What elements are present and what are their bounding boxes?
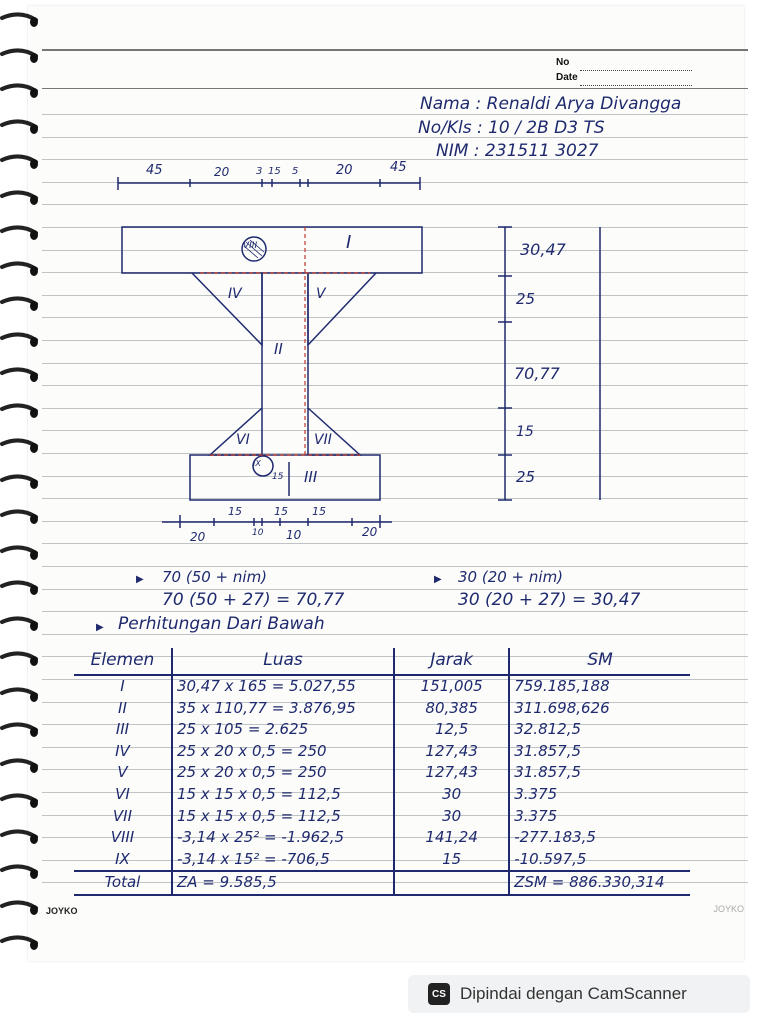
element-IV-triangle bbox=[192, 273, 262, 345]
drawing-label: III bbox=[304, 468, 318, 486]
bullet-2: ▶ bbox=[434, 574, 442, 585]
brand-logo-left: JOYKO bbox=[46, 906, 78, 916]
total-moment: ZSM = 886.330,314 bbox=[509, 871, 690, 895]
table-row bbox=[74, 827, 690, 849]
spiral-ring-icon bbox=[0, 758, 40, 776]
col-elemen: Elemen bbox=[74, 648, 172, 675]
spiral-ring-icon bbox=[0, 580, 40, 598]
drawing-label: 15 bbox=[274, 505, 288, 518]
date-label: Date bbox=[556, 72, 578, 83]
cell-sm: 3.375 bbox=[514, 784, 558, 803]
cell-sm: 32.812,5 bbox=[514, 720, 582, 739]
camscanner-logo-icon: CS bbox=[428, 983, 450, 1005]
bullet-1: ▶ bbox=[136, 574, 144, 585]
table-row bbox=[74, 741, 690, 763]
spiral-ring-icon bbox=[0, 829, 40, 847]
drawing-label: 20 bbox=[214, 165, 230, 179]
element-I-flange bbox=[122, 227, 422, 273]
drawing-label: 15 bbox=[516, 424, 534, 440]
cell-luas: 15 x 15 x 0,5 = 112,5 bbox=[172, 784, 394, 806]
student-name: Nama : Renaldi Arya Divangga bbox=[420, 94, 682, 114]
drawing-label: 25 bbox=[516, 468, 536, 486]
cell-luas: 35 x 110,77 = 3.876,95 bbox=[172, 698, 394, 720]
ruled-line bbox=[42, 589, 748, 590]
col-luas: Luas bbox=[172, 648, 394, 675]
brand-logo-right: JOYKO bbox=[713, 904, 744, 914]
table-total-row bbox=[74, 871, 690, 895]
drawing-label: 20 bbox=[190, 530, 206, 544]
drawing-label: 10 bbox=[286, 528, 302, 542]
drawing-label: VIII bbox=[243, 241, 258, 251]
cell-jarak: 141,24 bbox=[394, 827, 509, 849]
cell-jarak: 151,005 bbox=[394, 675, 509, 698]
section-heading: Perhitungan Dari Bawah bbox=[118, 614, 325, 634]
drawing-label: 10 bbox=[252, 528, 264, 538]
cell-elemen: V bbox=[74, 762, 172, 784]
table-row bbox=[74, 698, 690, 720]
drawing-label: IX bbox=[253, 459, 261, 468]
drawing-label: I bbox=[346, 232, 352, 253]
student-class: No/Kls : 10 / 2B D3 TS bbox=[418, 118, 605, 138]
cell-luas: 25 x 105 = 2.625 bbox=[172, 719, 394, 741]
cell-luas: -3,14 x 15² = -706,5 bbox=[172, 849, 394, 872]
spiral-ring-icon bbox=[0, 900, 40, 918]
cell-elemen: VII bbox=[74, 806, 172, 828]
drawing-label: II bbox=[274, 340, 283, 358]
drawing-label: VI bbox=[236, 432, 250, 448]
spiral-ring-icon bbox=[0, 687, 40, 705]
table-row bbox=[74, 675, 690, 698]
cell-jarak: 80,385 bbox=[394, 698, 509, 720]
cell-luas: -3,14 x 25² = -1.962,5 bbox=[172, 827, 394, 849]
drawing-label: 20 bbox=[336, 163, 353, 178]
table-row bbox=[74, 849, 690, 872]
table-row bbox=[74, 762, 690, 784]
camscanner-text: Dipindai dengan CamScanner bbox=[460, 984, 687, 1003]
drawing-label: 3 bbox=[256, 166, 263, 177]
cell-elemen: IV bbox=[74, 741, 172, 763]
drawing-label: 70,77 bbox=[514, 364, 560, 383]
cell-sm: -10.597,5 bbox=[514, 849, 587, 868]
table-row bbox=[74, 784, 690, 806]
spiral-ring-icon bbox=[0, 935, 40, 953]
note-2a: 30 (20 + nim) bbox=[458, 568, 564, 586]
cell-sm: 31.857,5 bbox=[514, 763, 582, 782]
cell-elemen: IX bbox=[74, 849, 172, 872]
ruled-line bbox=[42, 611, 748, 612]
student-nim: NIM : 231511 3027 bbox=[436, 141, 599, 161]
spiral-ring-icon bbox=[0, 793, 40, 811]
total-label: Total bbox=[74, 871, 172, 895]
cell-sm: 31.857,5 bbox=[514, 741, 582, 760]
cell-jarak: 15 bbox=[394, 849, 509, 872]
drawing-label: 15 bbox=[312, 505, 326, 518]
drawing-label: 30,47 bbox=[520, 240, 566, 259]
col-jarak: Jarak bbox=[394, 648, 509, 675]
element-V-triangle bbox=[308, 273, 376, 345]
drawing-label: 25 bbox=[516, 290, 536, 308]
table-row bbox=[74, 719, 690, 741]
cell-luas: 30,47 x 165 = 5.027,55 bbox=[172, 675, 394, 698]
cell-luas: 15 x 15 x 0,5 = 112,5 bbox=[172, 806, 394, 828]
total-blank bbox=[394, 871, 509, 895]
table-header-row bbox=[74, 648, 690, 675]
cell-luas: 25 x 20 x 0,5 = 250 bbox=[172, 741, 394, 763]
table-row bbox=[74, 806, 690, 828]
cell-luas: 25 x 20 x 0,5 = 250 bbox=[172, 762, 394, 784]
cell-elemen: VIII bbox=[74, 827, 172, 849]
total-area: ZA = 9.585,5 bbox=[172, 871, 394, 895]
drawing-label: 15 bbox=[228, 505, 242, 518]
camscanner-badge bbox=[408, 975, 750, 1013]
bullet-3: ▶ bbox=[96, 622, 104, 633]
note-2b: 30 (20 + 27) = 30,47 bbox=[458, 590, 641, 610]
cell-sm: -277.183,5 bbox=[514, 828, 596, 847]
no-label: No bbox=[556, 57, 570, 68]
cell-jarak: 30 bbox=[394, 784, 509, 806]
note-1b: 70 (50 + 27) = 70,77 bbox=[162, 590, 345, 610]
drawing-label: 15 bbox=[272, 472, 284, 482]
drawing-label: 5 bbox=[292, 166, 299, 177]
drawing-label: 45 bbox=[390, 160, 407, 175]
col-sm: SM bbox=[509, 648, 690, 675]
drawing-label: 15 bbox=[268, 166, 281, 177]
drawing-label: VII bbox=[314, 432, 332, 448]
drawing-label: IV bbox=[228, 286, 242, 302]
ruled-line bbox=[42, 634, 748, 635]
drawing-label: 45 bbox=[146, 163, 163, 178]
note-1a: 70 (50 + nim) bbox=[162, 568, 268, 586]
cell-elemen: II bbox=[74, 698, 172, 720]
drawing-label: 20 bbox=[362, 525, 378, 539]
element-III-flange bbox=[190, 455, 380, 500]
spiral-ring-icon bbox=[0, 616, 40, 634]
ruled-line bbox=[42, 566, 748, 567]
cell-elemen: III bbox=[74, 719, 172, 741]
spiral-ring-icon bbox=[0, 651, 40, 669]
cell-sm: 3.375 bbox=[514, 806, 558, 825]
drawing-label: V bbox=[316, 286, 326, 302]
cell-elemen: I bbox=[74, 675, 172, 698]
cell-jarak: 127,43 bbox=[394, 741, 509, 763]
cell-jarak: 127,43 bbox=[394, 762, 509, 784]
cell-elemen: VI bbox=[74, 784, 172, 806]
spiral-ring-icon bbox=[0, 864, 40, 882]
cell-jarak: 30 bbox=[394, 806, 509, 828]
spiral-ring-icon bbox=[0, 722, 40, 740]
cell-jarak: 12,5 bbox=[394, 719, 509, 741]
cell-sm: 759.185,188 bbox=[514, 677, 610, 695]
cell-sm: 311.698,626 bbox=[514, 698, 610, 717]
calculation-table bbox=[74, 648, 690, 896]
